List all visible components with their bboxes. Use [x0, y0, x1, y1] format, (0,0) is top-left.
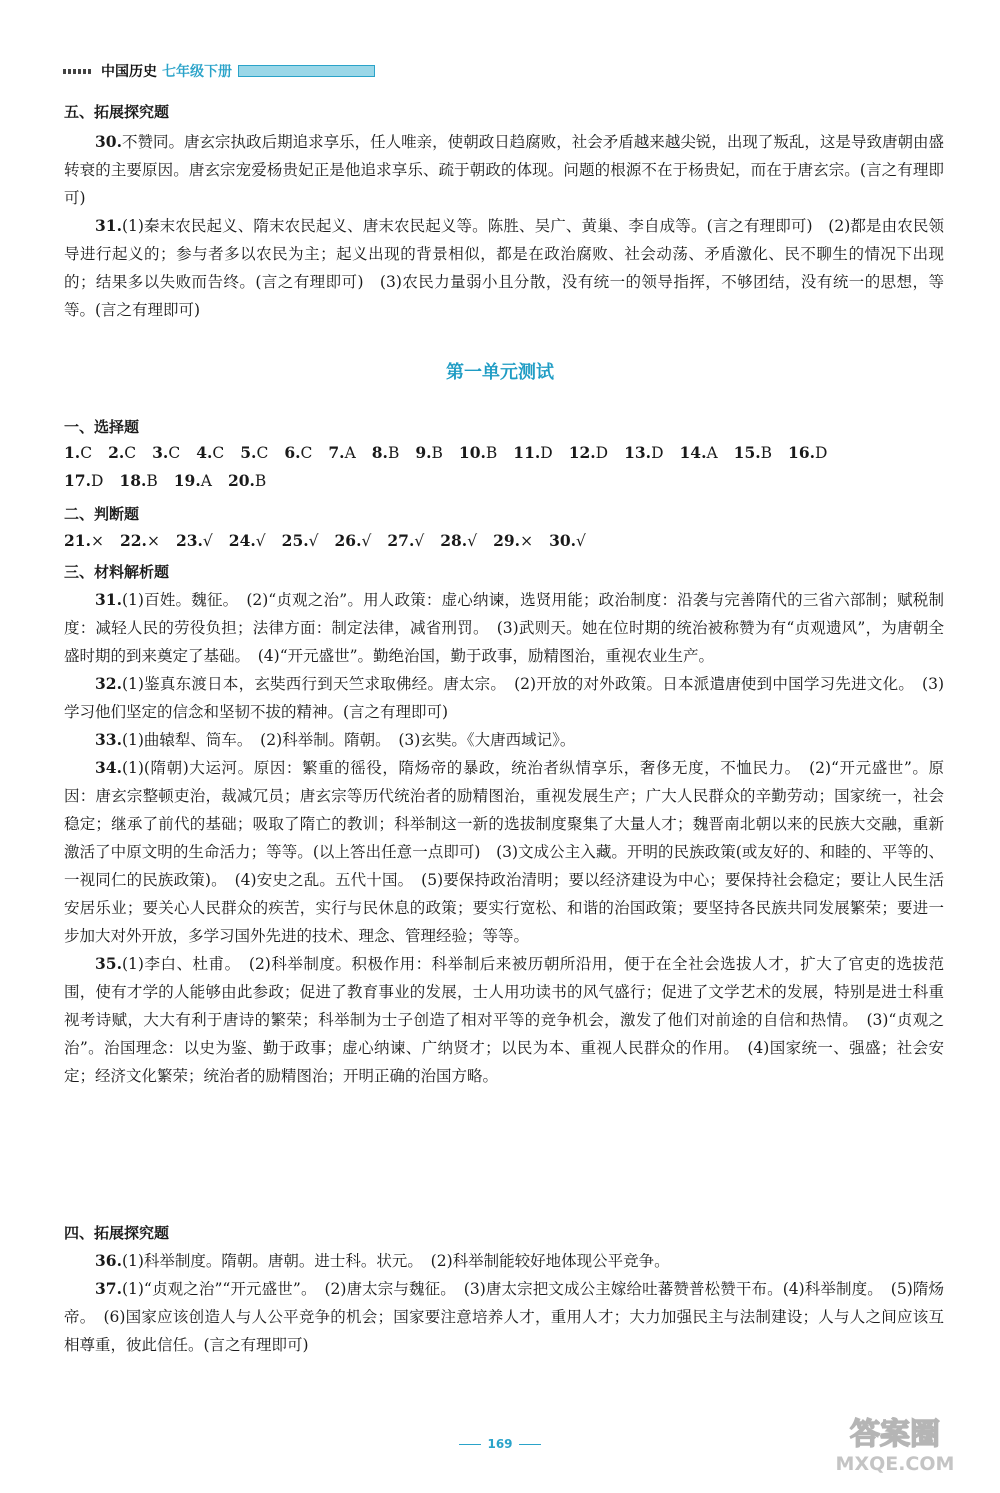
answer-item — [372, 444, 400, 462]
answer-item — [459, 444, 497, 462]
answer-value: B — [254, 472, 267, 490]
question-number: 17. — [64, 471, 91, 490]
watermark-text: 答案圈 — [850, 1417, 940, 1452]
choice-answers-row-1 — [64, 443, 954, 462]
question-number: 10. — [458, 443, 486, 462]
page-number: 169 — [487, 1437, 513, 1451]
answer-value: × — [520, 532, 534, 550]
answer-text: (1)鉴真东渡日本，玄奘西行到天竺求取佛经。唐太宗。 (2)开放的对外政策。日本派遣唐使到中国学习先进文化。 (3)学习他们坚定的信念和坚韧不拔的精神。(言之有理即可) — [64, 675, 944, 721]
answer-value: × — [90, 532, 104, 550]
answer-value: √ — [308, 532, 319, 550]
answer-text: (1)百姓。魏征。 (2)“贞观之治”。用人政策：虚心纳谏，选贤用能；政治制度：沿袭与完善隋代的三省六部制；赋税制度：减轻人民的劳役负担；法律方面：制定法律，减省刑罚。 (3)武则天。她在位时期的统治被称赞为有“贞观遗风”，为唐朝全盛时期的到来奠定了基础。 (4)“开元盛世”。勤绝治国，勤于政事，励精图治，重视农业生产。 — [64, 591, 944, 665]
answer-item — [284, 444, 312, 462]
question-number: 23. — [175, 531, 203, 550]
answer-item — [440, 532, 477, 550]
answer-value: A — [344, 444, 356, 462]
answer-value: B — [431, 444, 443, 462]
question-number: 3. — [152, 443, 169, 462]
answer-value: B — [146, 472, 158, 490]
answer-33 — [64, 726, 944, 754]
section-heading: 三、材料解析题 — [64, 563, 170, 581]
answer-value: C — [168, 444, 181, 462]
answer-value: √ — [255, 532, 266, 550]
question-number: 1. — [64, 443, 81, 462]
question-number: 11. — [513, 443, 541, 462]
answer-text: (1)“贞观之治”“开元盛世”。 (2)唐太宗与魏征。 (3)唐太宗把文成公主嫁给吐蕃赞普松赞干布。(4)科举制度。 (5)隋炀帝。 (6)国家应该创造人与人公平竞争的机会；国家要注意培养人才，重用人才；大力加强民主与法制建设；人与人之间应该互相尊重，彼此信任。(言之有理即可) — [64, 1280, 944, 1354]
question-number: 6. — [284, 443, 301, 462]
answer-value: D — [595, 444, 609, 462]
answer-item — [282, 532, 319, 550]
answer-value: A — [200, 472, 212, 490]
header-subject: 中国历史 — [101, 64, 157, 80]
answer-value: √ — [467, 532, 478, 550]
question-number: 18. — [119, 471, 147, 490]
question-number: 35. — [95, 954, 122, 973]
answer-item — [624, 444, 663, 462]
answer-text: (1)科举制度。隋朝。唐朝。进士科。状元。 (2)科举制能较好地体现公平竞争。 — [121, 1252, 670, 1270]
question-number: 36. — [95, 1251, 122, 1270]
header-color-bar — [238, 65, 375, 77]
question-number: 13. — [624, 443, 652, 462]
question-number: 28. — [440, 531, 468, 550]
answer-35 — [64, 950, 944, 1090]
answer-value: C — [256, 444, 269, 462]
answer-37 — [64, 1275, 944, 1359]
answer-item — [119, 472, 157, 490]
answer-value: × — [146, 532, 160, 550]
section-2-heading-wrap — [64, 503, 944, 524]
watermark-url: MXQE.COM — [835, 1453, 955, 1475]
question-number: 20. — [227, 471, 255, 490]
question-number: 30. — [549, 531, 577, 550]
answer-value: √ — [361, 532, 372, 550]
section-4 — [64, 1222, 944, 1359]
answer-item — [196, 444, 224, 462]
answer-item — [387, 532, 424, 550]
answer-text: 不赞同。唐玄宗执政后期追求享乐，任人唯亲，使朝政日趋腐败，社会矛盾越来越尖锐，出现了叛乱，这是导致唐朝由盛转衰的主要原因。唐玄宗宠爱杨贵妃正是他追求享乐、疏于朝政的体现。问题的根源不在于杨贵妃，而在于唐玄宗。(言之有理即可) — [64, 133, 944, 207]
answer-31 — [64, 586, 944, 670]
answer-item — [64, 444, 92, 462]
answer-value: B — [387, 444, 400, 462]
answer-text: (1)(隋朝)大运河。原因：繁重的徭役，隋炀帝的暴政，统治者纵情享乐，奢侈无度，不恤民力。 (2)“开元盛世”。原因：唐玄宗整顿吏治，裁减冗员；唐玄宗等历代统治者的励精图治，重视发展生产；广大人民群众的辛勤劳动；国家统一，社会稳定；继承了前代的基础；吸取了隋亡的教训；科举制这一新的选拔制度聚集了大量人才；魏晋南北朝以来的民族大交融，重新激活了中原文明的生命活力；等等。(以上答出任意一点即可) (3)文成公主入藏。开明的民族政策(或友好的、和睦的、平等的、一视同仁的民族政策)。 (4)安史之乱。五代十国。 (5)要保持政治清明；要以经济建设为中心；要保持社会稳定；要让人民生活安居乐业；要关心人民群众的疾苦，实行与民休息的政策；要实行宽松、和谐的治国政策；要坚持各民族共同发展繁荣；要进一步加大对外开放，多学习国外先进的技术、理念、管理经验；等等。 — [64, 759, 944, 945]
question-number: 4. — [196, 443, 213, 462]
answer-item — [549, 532, 586, 550]
answer-value: D — [90, 472, 104, 490]
answer-text: (1)曲辕犁、筒车。 (2)科举制。隋朝。 (3)玄奘。《大唐西域记》。 — [121, 731, 576, 749]
answer-value: D — [651, 444, 664, 462]
answer-value: B — [760, 444, 773, 462]
answer-item — [152, 444, 180, 462]
question-number: 33. — [95, 730, 122, 749]
answer-item — [120, 532, 160, 550]
question-number: 5. — [240, 443, 257, 462]
answer-value: D — [815, 444, 828, 462]
question-number: 31. — [95, 590, 122, 609]
header-grade: 七年级下册 — [162, 64, 232, 80]
judgement-answers-row — [64, 531, 954, 550]
answer-item — [788, 444, 827, 462]
answer-30 — [64, 128, 944, 212]
section-heading: 五、拓展探究题 — [64, 103, 170, 121]
answer-value: √ — [414, 532, 425, 550]
question-number: 8. — [371, 443, 388, 462]
section-heading: 四、拓展探究题 — [64, 1224, 170, 1242]
answer-value: C — [300, 444, 313, 462]
answer-value: √ — [202, 532, 213, 550]
answer-item — [240, 444, 268, 462]
section-1-heading-wrap — [64, 416, 944, 437]
answer-item — [174, 472, 212, 490]
answer-value: C — [80, 444, 93, 462]
answer-item — [64, 532, 104, 550]
question-number: 7. — [328, 443, 345, 462]
answer-item — [513, 444, 552, 462]
watermark-logo — [810, 1408, 980, 1478]
question-number: 15. — [733, 443, 761, 462]
answer-item — [569, 444, 608, 462]
question-number: 21. — [64, 531, 91, 550]
answer-text: (1)李白、杜甫。 (2)科举制度。积极作用：科举制后来被历朝所沿用，便于在全社会选拔人才，扩大了官吏的选拔范围，使有才学的人能够由此参政；促进了教育事业的发展，士人用功读书的风气盛行；促进了文学艺术的发展，特别是进士科重视考诗赋，大大有利于唐诗的繁荣；科举制为士子创造了相对平等的竞争机会，激发了他们对前途的自信和热情。 (3)“贞观之治”。治国理念：以史为鉴、勤于政事；虚心纳谏、广纳贤才；以民为本、重视人民群众的作用。 (4)国家统一、强盛；社会安定；经济文化繁荣；统治者的励精图治；开明正确的治国方略。 — [64, 955, 944, 1085]
question-number: 22. — [119, 531, 147, 550]
question-number: 37. — [95, 1279, 122, 1298]
question-number: 2. — [108, 443, 125, 462]
answer-value: D — [540, 444, 553, 462]
answer-item — [108, 444, 136, 462]
answer-item — [335, 532, 372, 550]
answer-31 — [64, 212, 944, 324]
question-number: 31. — [95, 216, 122, 235]
answer-value: A — [706, 444, 718, 462]
answer-item — [229, 532, 266, 550]
question-number: 14. — [679, 443, 707, 462]
answer-item — [176, 532, 213, 550]
section-heading: 一、选择题 — [64, 418, 140, 436]
answer-34 — [64, 754, 944, 950]
answer-item — [493, 532, 533, 550]
footer-rule-left — [459, 1444, 481, 1445]
answer-item — [328, 444, 355, 462]
choice-answers-row-2 — [64, 471, 954, 490]
answer-value: √ — [576, 532, 586, 550]
question-number: 16. — [788, 443, 815, 462]
question-number: 19. — [173, 471, 201, 490]
answer-value: C — [124, 444, 137, 462]
answer-value: C — [212, 444, 225, 462]
question-number: 24. — [228, 531, 256, 550]
question-number: 30. — [95, 132, 122, 151]
question-number: 26. — [334, 531, 362, 550]
section-heading: 二、判断题 — [64, 505, 140, 523]
question-number: 34. — [95, 758, 122, 777]
question-number: 9. — [415, 443, 432, 462]
section-5 — [64, 101, 944, 324]
answer-value: B — [485, 444, 498, 462]
header-dash-mark — [63, 69, 93, 74]
question-number: 27. — [387, 531, 415, 550]
answer-item — [64, 472, 103, 490]
footer-rule-right — [519, 1444, 541, 1445]
question-number: 29. — [493, 531, 521, 550]
unit-test-title: 第一单元测试 — [446, 362, 554, 383]
answer-text: (1)秦末农民起义、隋末农民起义、唐末农民起义等。陈胜、吴广、黄巢、李自成等。(言之有理即可) (2)都是由农民领导进行起义的；参与者多以农民为主；起义出现的背景相似，都是在政治腐败、社会动荡、矛盾激化、民不聊生的情况下出现的；结果多以失败而告终。(言之有理即可) (3)农民力量弱小且分散，没有统一的领导指挥，不够团结，没有统一的思想，等等。(言之有理即可) — [64, 217, 944, 319]
answer-item — [228, 472, 266, 490]
question-number: 25. — [281, 531, 309, 550]
answer-item — [734, 444, 772, 462]
question-number: 32. — [95, 674, 122, 693]
answer-item — [680, 444, 718, 462]
answer-32 — [64, 670, 944, 726]
answer-item — [415, 444, 443, 462]
question-number: 12. — [568, 443, 596, 462]
running-header — [63, 60, 375, 82]
answer-36 — [64, 1247, 944, 1275]
section-3 — [64, 561, 944, 1090]
